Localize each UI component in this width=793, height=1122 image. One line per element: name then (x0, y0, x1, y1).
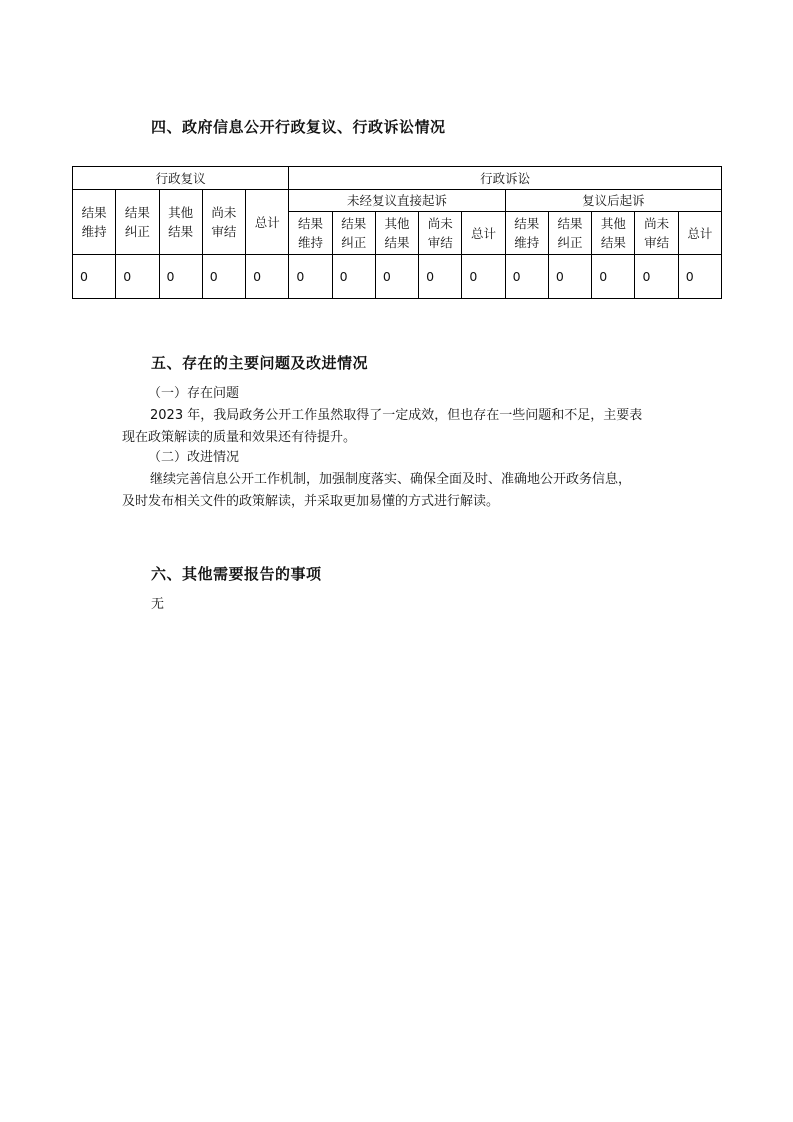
header-admin-review: 行政复议 (73, 167, 289, 190)
table-cell: 0 (635, 255, 678, 299)
review-litigation-table (72, 166, 722, 299)
table-cell: 0 (548, 255, 591, 299)
col-after-result-keep: 结果 维持 (505, 212, 548, 255)
subheading-improvements: （二）改进情况 (148, 450, 240, 465)
table-cell: 0 (505, 255, 548, 299)
table-cell: 0 (375, 255, 418, 299)
table-cell: 0 (592, 255, 635, 299)
paragraph-problems-line-2: 现在政策解读的质量和效果还有待提升。 (122, 430, 357, 445)
table-row (73, 255, 722, 299)
paragraph-problems-line-1: 2023 年，我局政务公开工作虽然取得了一定成效，但也存在一些问题和不足，主要表 (150, 408, 643, 423)
col-review-other-result: 其他 结果 (159, 190, 202, 255)
header-after-review-litigation: 复议后起诉 (505, 190, 721, 212)
table-cell: 0 (419, 255, 462, 299)
col-direct-other-result: 其他 结果 (375, 212, 418, 255)
col-review-result-correct: 结果 纠正 (116, 190, 159, 255)
col-review-total: 总计 (246, 190, 289, 255)
header-direct-litigation: 未经复议直接起诉 (289, 190, 505, 212)
table-cell: 0 (159, 255, 202, 299)
section-6-content: 无 (151, 597, 165, 612)
paragraph-improvements-line-1: 继续完善信息公开工作机制，加强制度落实、确保全面及时、准确地公开政务信息， (150, 472, 632, 487)
section-5-heading: 五、存在的主要问题及改进情况 (151, 354, 369, 372)
col-direct-result-correct: 结果 纠正 (332, 212, 375, 255)
col-review-pending: 尚未 审结 (202, 190, 245, 255)
table-cell: 0 (246, 255, 289, 299)
table-cell: 0 (462, 255, 505, 299)
table-cell: 0 (116, 255, 159, 299)
section-6-heading: 六、其他需要报告的事项 (151, 565, 322, 583)
table-cell: 0 (73, 255, 116, 299)
col-direct-result-keep: 结果 维持 (289, 212, 332, 255)
col-after-pending: 尚未 审结 (635, 212, 678, 255)
section-4-heading: 四、政府信息公开行政复议、行政诉讼情况 (151, 118, 446, 136)
header-admin-litigation: 行政诉讼 (289, 167, 722, 190)
col-direct-total: 总计 (462, 212, 505, 255)
col-review-result-keep: 结果 维持 (73, 190, 116, 255)
table-cell: 0 (678, 255, 721, 299)
table-cell: 0 (289, 255, 332, 299)
table-cell: 0 (202, 255, 245, 299)
subheading-existing-problems: （一）存在问题 (148, 386, 240, 401)
col-direct-pending: 尚未 审结 (419, 212, 462, 255)
table-cell: 0 (332, 255, 375, 299)
col-after-other-result: 其他 结果 (592, 212, 635, 255)
col-after-result-correct: 结果 纠正 (548, 212, 591, 255)
col-after-total: 总计 (678, 212, 721, 255)
paragraph-improvements-line-2: 及时发布相关文件的政策解读，并采取更加易懂的方式进行解读。 (122, 494, 500, 509)
